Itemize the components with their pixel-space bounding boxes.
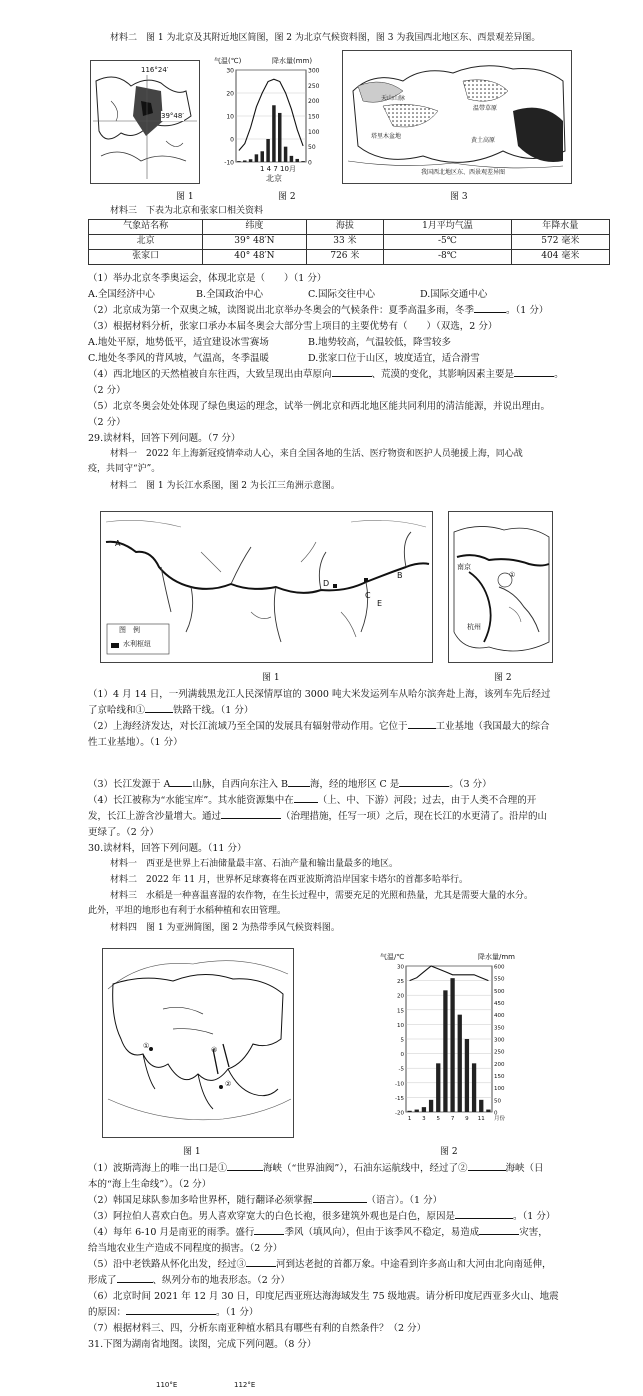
s29-q3c: 海，经的地形区 C 是: [309, 779, 400, 790]
precip-tick-label: 50: [308, 144, 316, 152]
answer-blank[interactable]: [294, 794, 318, 803]
precip-tick-label: 500: [494, 988, 505, 995]
bj-months: 1 4 7 10月: [260, 165, 296, 173]
answer-blank[interactable]: [474, 304, 506, 313]
temp-tick-label: -10: [395, 1081, 404, 1088]
temp-tick-label: -20: [395, 1110, 404, 1117]
table-header-row: [89, 220, 610, 235]
s30-q4b: 季风（填风向），但由于该季风不稳定，易造成: [284, 1227, 480, 1238]
nw-china-map: [342, 50, 572, 184]
q3-opt-d: D.张家口位于山区，坡度适宜，适合滑雪: [308, 353, 480, 364]
precip-bar: [296, 159, 300, 162]
table-cell: 39° 48′N: [203, 235, 306, 250]
s29-q4a: （4）长江被称为“水能宝库”。其水能资源集中在: [88, 795, 294, 806]
s30-m3b: 此外，平坦的地形也有利于水稻种植和农田管理。: [88, 906, 287, 916]
s29-q2a: （2）上海经济发达，对长江流域乃至全国的发展具有辐射带动作用。它位于: [88, 721, 408, 732]
precip-bar: [301, 161, 305, 162]
s29-q1c: 铁路干线。（1 分）: [173, 705, 254, 716]
s30-q1-line: [88, 1162, 544, 1176]
precip-tick-label: 300: [494, 1037, 505, 1044]
q1-text: （1）举办北京冬季奥运会，体现北京是（ ）（1 分）: [88, 273, 327, 284]
precip-bar: [272, 105, 276, 162]
s30-q4a: （4）每年 6-10 月是南亚的雨季。盛行: [88, 1227, 255, 1238]
answer-blank[interactable]: [145, 704, 173, 713]
answer-blank[interactable]: [254, 1226, 284, 1235]
s29-q4b: （上、中、下游）河段；过去，由于人类不合理的开: [317, 795, 537, 806]
s29-q1-line: [88, 704, 253, 718]
table-cell: -8℃: [384, 250, 511, 265]
precip-bar: [290, 156, 294, 162]
point-e: E: [377, 599, 383, 608]
s29-q2c: 性工业基地）。（1 分）: [88, 737, 183, 748]
lon-label: 116°24′: [141, 66, 169, 74]
precip-tick-label: 0: [308, 159, 312, 167]
s31-lon1: 110°E: [156, 1381, 178, 1389]
table-cell: 张家口: [89, 250, 203, 265]
precip-bar: [458, 1015, 462, 1112]
precip-tick-label: 150: [494, 1074, 505, 1080]
q3-opt-c: C.地处冬季风的背风坡，气温高，冬季温暖: [88, 353, 269, 364]
temp-tick-label: 30: [397, 964, 404, 971]
month-tick-label: 5: [436, 1116, 440, 1122]
precip-tick-label: 0: [494, 1110, 498, 1117]
temp-tick-label: 30: [226, 67, 234, 75]
answer-blank[interactable]: [227, 1162, 263, 1171]
temp-tick-label: 15: [397, 1008, 404, 1015]
q1-opt-b: B.全国政治中心: [196, 289, 264, 300]
asia-map: [102, 948, 294, 1138]
precip-tick-label: 100: [308, 128, 320, 136]
s29-q2-line: [88, 720, 550, 734]
precip-bar: [479, 1100, 483, 1112]
answer-blank[interactable]: [468, 1162, 506, 1171]
s30-q5d: 、纵列分布的地表形态。（2 分）: [152, 1275, 290, 1286]
table-cell: 33 米: [306, 235, 384, 250]
place-tarim: 塔里木盆地: [371, 133, 402, 140]
precip-tick-label: 200: [494, 1061, 505, 1068]
s29-q4c: 发，长江上游含沙量增大。通过: [88, 811, 222, 822]
m2-intro: 材料二 图 1 为北京及其附近地区简图，图 2 为北京气候资料图，图 3 为我国西北地区东、西景观差异图。: [110, 33, 541, 43]
fig3-inner-title: 我国西北地区东、西景观差异图: [421, 169, 506, 176]
s29-q1a: （1）4 月 14 日，一列满载黑龙江人民深情厚谊的 3000 吨大米发运列车从哈尔滨奔赴上海，该列车先后经过: [88, 689, 551, 700]
s30-q4c: 灾害，: [519, 1227, 548, 1238]
s29-fig1-caption: 图 1: [262, 673, 280, 683]
s30-q5c: 形成了: [88, 1275, 117, 1286]
q2-text-a: （2）北京成为第一个双奥之城，读图说出北京举办冬奥会的气候条件：夏季高温多雨，冬季: [88, 305, 475, 316]
s29-q3-line: [88, 778, 492, 792]
s30-title: 30.读材料，回答下列问题。（11 分）: [88, 843, 247, 854]
s31-title: 31.下图为湖南省地图。读图，完成下列问题。（8 分）: [88, 1339, 317, 1350]
precip-tick-label: 250: [494, 1049, 505, 1056]
s29-q4d: （治理措施，任写一项）之后，现在长江的水更清了。沿岸的山: [281, 811, 548, 822]
bj-city: 北京: [266, 174, 282, 183]
precip-tick-label: 400: [494, 1013, 505, 1020]
fig1-caption: 图 1: [176, 192, 194, 202]
s30-q3a: （3）阿拉伯人喜欢白色。男人喜欢穿宽大的白色长袍，很多建筑外观也是白色，原因是: [88, 1211, 456, 1222]
answer-blank[interactable]: [126, 1306, 216, 1315]
precip-axis-label: 降水量(mm): [272, 57, 313, 65]
point-c: C: [365, 591, 371, 600]
s30-q3-line: [88, 1210, 555, 1224]
precip-tick-label: 550: [494, 976, 505, 983]
temp-tick-label: 20: [226, 90, 234, 98]
answer-blank[interactable]: [514, 368, 554, 377]
month-tick-label: 11: [477, 1116, 485, 1122]
asia-mark-1: ①: [143, 1042, 150, 1050]
table-cell: 404 毫米: [511, 250, 609, 265]
s29-q4-line2: [88, 810, 547, 824]
table-header: 1月平均气温: [384, 220, 511, 235]
s30-q6b: 的原因：: [88, 1307, 127, 1318]
q1-opt-c: C.国际交往中心: [308, 289, 375, 300]
m3-intro: 材料三 下表为北京和张家口相关资料: [110, 206, 264, 216]
temp-tick-label: -10: [224, 159, 234, 167]
precip-bar: [422, 1107, 426, 1112]
s29-q4e: 更绿了。（2 分）: [88, 827, 159, 838]
point-d: D: [323, 579, 330, 588]
s29-q2b: 工业基地（我国最大的综合: [435, 721, 550, 732]
temp-tick-label: 0: [400, 1052, 404, 1059]
precip-bar: [465, 1039, 469, 1112]
precip-tick-label: 100: [494, 1086, 505, 1093]
fig3-caption: 图 3: [450, 192, 468, 202]
precip-bar: [255, 154, 258, 162]
s30-m1: 材料一 西亚是世界上石油储量最丰富、石油产量和输出量最多的地区。: [110, 859, 399, 869]
precip-tick-label: 150: [308, 113, 320, 121]
beijing-map: [90, 60, 200, 184]
fig2-caption: 图 2: [278, 192, 296, 202]
precip-bar: [278, 113, 282, 162]
month-tick-label: 9: [465, 1116, 469, 1122]
answer-blank[interactable]: [288, 778, 310, 787]
month-tick-label: 3: [422, 1116, 426, 1122]
precip-bar: [407, 1111, 411, 1112]
temp-tick-label: 10: [397, 1022, 404, 1029]
s30-q2a: （2）韩国足球队参加多哈世界杯，随行翻译必须掌握: [88, 1195, 313, 1206]
legend-title: 图 例: [119, 626, 140, 634]
monsoon-precip-label: 降水量/mm: [478, 953, 515, 961]
q4-text-b: 、荒漠的变化，其影响因素主要是: [371, 369, 515, 380]
q5-text: （5）北京冬奥会处处体现了绿色奥运的理念，试举一例北京和西北地区能共同利用的清洁能源，并说出理由。: [88, 401, 551, 412]
table-header: 纬度: [203, 220, 306, 235]
temp-line: [239, 79, 303, 150]
q3-text: （3）根据材料分析，张家口承办本届冬奥会大部分雪上项目的主要优势有（ ）（双选，2 分）: [88, 321, 498, 332]
legend-item: 水利枢纽: [123, 640, 151, 648]
precip-bar: [443, 990, 447, 1112]
answer-blank[interactable]: [408, 720, 436, 729]
precip-bar: [472, 1063, 476, 1112]
precip-bar: [237, 161, 241, 162]
month-tick-label: 1: [407, 1116, 412, 1122]
s30-q7: （7）根据材料三、四，分析东南亚种植水稻具有哪些有利的自然条件？（2 分）: [88, 1323, 427, 1334]
month-tick-label: 7: [450, 1116, 455, 1122]
s29-fig2-caption: 图 2: [494, 673, 512, 683]
answer-blank[interactable]: [479, 1226, 519, 1235]
precip-bar: [436, 1063, 440, 1112]
precip-bar: [243, 160, 247, 162]
s30-q4d: 给当地农业生产造成不同程度的损害。（2 分）: [88, 1243, 283, 1254]
yangtze-delta-map: [448, 511, 553, 663]
monsoon-climate-chart: [380, 952, 530, 1132]
q4-text-c: 。: [554, 369, 564, 380]
precip-tick-label: 300: [308, 67, 320, 75]
temp-tick-label: 10: [226, 113, 234, 121]
table-header: 海拔: [306, 220, 384, 235]
table-cell: 726 米: [306, 250, 384, 265]
point-b: B: [397, 571, 403, 580]
precip-bar: [486, 1110, 490, 1112]
precip-tick-label: 350: [494, 1025, 505, 1032]
precip-bar: [249, 159, 253, 162]
precip-bar: [266, 139, 270, 162]
s30-q3b: 。（1 分）: [513, 1211, 556, 1222]
s30-q1b: 海峡（“世界油阀”），石油东运航线中，经过了②: [263, 1163, 468, 1174]
s30-q1d: 本的“海上生命线”）。（2 分）: [88, 1179, 212, 1190]
answer-blank[interactable]: [455, 1210, 513, 1219]
s30-q5a: （5）沿中老铁路从怀化出发，经过③: [88, 1259, 247, 1270]
s30-q5-line: [88, 1258, 552, 1272]
q4-line: [88, 368, 564, 382]
s30-q5b: 河到达老挝的首都万象。中途看到许多高山和大河由北向南延伸，: [276, 1259, 552, 1270]
monsoon-chart-svg: [380, 962, 530, 1124]
precip-tick-label: 50: [494, 1098, 501, 1105]
precip-tick-label: 450: [494, 1001, 505, 1007]
s30-q6-line: [88, 1306, 258, 1320]
s30-fig2-caption: 图 2: [440, 1147, 458, 1157]
answer-blank[interactable]: [221, 810, 281, 819]
q2-text-b: 。（1 分）: [506, 305, 549, 316]
q4-text-a: （4）西北地区的天然植被自东往西，大致呈现出由草原向: [88, 369, 332, 380]
s29-q3a: （3）长江发源于 A: [88, 779, 171, 790]
s30-q1c: 海峡（日: [505, 1163, 544, 1174]
precip-bar: [284, 147, 288, 162]
table-row: [89, 235, 610, 250]
yangtze-map: [100, 511, 433, 663]
temp-tick-label: 25: [397, 979, 404, 986]
precip-bar: [261, 151, 265, 162]
q3-opt-b: B.地势较高，气温较低，降雪较多: [308, 337, 452, 348]
asia-mark-3: ③: [211, 1046, 218, 1054]
temp-line: [410, 966, 489, 981]
precip-tick-label: 600: [494, 964, 505, 971]
mark-1: ①: [509, 571, 516, 579]
temp-tick-label: 20: [397, 993, 404, 1000]
answer-blank[interactable]: [332, 368, 372, 377]
temp-axis-label: 气温(℃): [214, 57, 242, 65]
precip-tick-label: 200: [308, 98, 320, 106]
table-cell: 北京: [89, 235, 203, 250]
s29-m1b: 疫，共同守“沪”。: [88, 464, 161, 474]
q1-opt-d: D.国际交通中心: [420, 289, 488, 300]
s30-q6c: 。（1 分）: [216, 1307, 259, 1318]
q5-score: （2 分）: [88, 417, 126, 428]
lat-label: 39°48′: [161, 112, 184, 120]
beijing-climate-chart: [214, 56, 332, 186]
s29-m2: 材料二 图 1 为长江水系图，图 2 为长江三角洲示意图。: [110, 481, 340, 491]
place-tianshan: 天山山脉: [381, 95, 406, 102]
s30-q2b: （语言）。（1 分）: [366, 1195, 443, 1206]
table-cell: 40° 48′N: [203, 250, 306, 265]
climate-table: [88, 219, 610, 265]
answer-blank[interactable]: [117, 1274, 153, 1283]
s30-q5-line2: [88, 1274, 290, 1288]
s29-q1b: 了京哈线和①: [88, 705, 146, 716]
place-hangzhou: 杭州: [467, 623, 481, 631]
place-nanjing: 南京: [457, 563, 471, 571]
answer-blank[interactable]: [170, 778, 192, 787]
monsoon-temp-label: 气温/℃: [380, 953, 405, 961]
month-axis-label: 月份: [494, 1116, 506, 1122]
table-header: 气象站名称: [89, 220, 203, 235]
answer-blank[interactable]: [246, 1258, 276, 1267]
s29-m1a: 材料一 2022 年上海新冠疫情牵动人心，来自全国各地的生活、医疗物资和医护人员驰援上海，同心战: [110, 449, 523, 459]
q4-score: （2 分）: [88, 385, 126, 396]
table-cell: -5℃: [384, 235, 511, 250]
asia-mark-2: ②: [225, 1080, 232, 1088]
point-a: A: [115, 539, 121, 548]
s30-m3a: 材料三 水稻是一种喜温喜湿的农作物，在生长过程中，需要充足的光照和热量，尤其是需要大量的水分。: [110, 891, 534, 901]
precip-tick-label: 250: [308, 82, 320, 90]
s29-q4-line: [88, 794, 536, 808]
s30-m2: 材料二 2022 年 11 月，世界杯足球赛将在西亚波斯湾沿岸国家卡塔尔的首都多哈举行。: [110, 875, 468, 885]
q1-opt-a: A.全国经济中心: [88, 289, 155, 300]
s30-q1a: （1）波斯湾海上的唯一出口是①: [88, 1163, 228, 1174]
table-header: 年降水量: [511, 220, 609, 235]
bj-chart-svg: [214, 66, 332, 176]
temp-tick-label: -15: [395, 1095, 404, 1102]
temp-tick-label: -5: [398, 1066, 404, 1073]
s30-q4-line: [88, 1226, 548, 1240]
precip-bar: [415, 1110, 419, 1112]
precip-bar: [450, 978, 454, 1112]
answer-blank[interactable]: [399, 778, 449, 787]
place-loess: 黄土高原: [471, 137, 496, 144]
table-row: [89, 250, 610, 265]
s29-q3b: 山脉，自西向东注入 B: [192, 779, 288, 790]
s30-q6a: （6）北京时间 2021 年 12 月 30 日，印度尼西亚班达海海域发生 75 级地震。请分析印度尼西亚多火山、地震: [88, 1291, 559, 1302]
s29-title: 29.读材料，回答下列问题。（7 分）: [88, 433, 241, 444]
s31-lon2: 112°E: [234, 1381, 256, 1389]
q2-line: [88, 304, 548, 318]
temp-tick-label: 5: [400, 1037, 404, 1044]
s29-q3d: 。（3 分）: [449, 779, 492, 790]
place-grassland: 温带草原: [473, 105, 498, 112]
precip-bar: [429, 1100, 433, 1112]
s30-m4: 材料四 图 1 为亚洲简图，图 2 为热带季风气候资料图。: [110, 923, 340, 933]
temp-tick-label: 0: [230, 136, 234, 144]
s30-fig1-caption: 图 1: [183, 1147, 201, 1157]
q3-opt-a: A.地处平原，地势低平，适宜建设冰雪赛场: [88, 337, 269, 348]
answer-blank[interactable]: [313, 1194, 367, 1203]
table-cell: 572 毫米: [511, 235, 609, 250]
s30-q2-line: [88, 1194, 442, 1208]
